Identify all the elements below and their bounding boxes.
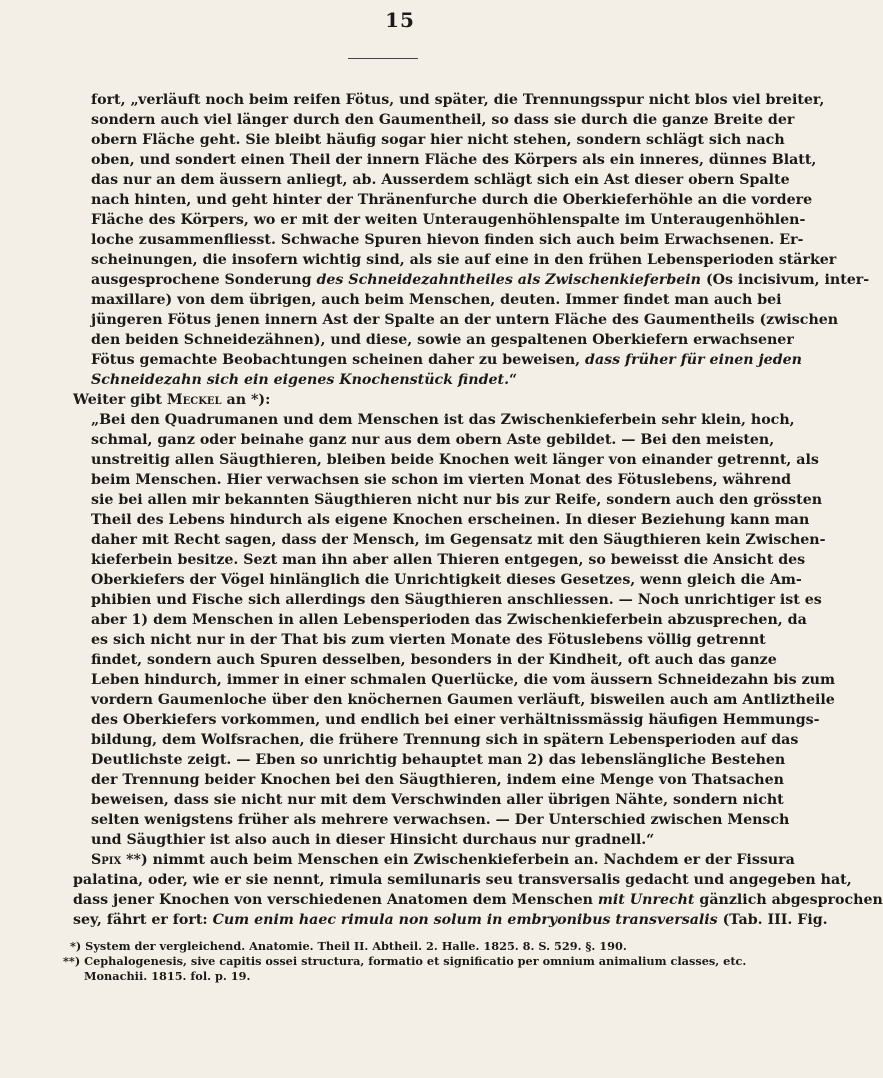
paragraph-2-quote [91, 410, 835, 850]
footnote-1: *) System der vergleichend. Anatomie. Theil II. Abtheil. 2. Halle. 1825. 8. S. 529. §. 190. [70, 939, 627, 953]
text-run: sey, fährt er fort: [73, 912, 213, 928]
text-line: maxillare) von dem übrigen, auch beim Menschen, deuten. Immer findet man auch bei [91, 292, 782, 308]
text-line [73, 850, 795, 870]
text-line: Fläche des Körpers, wo er mit der weiten Unteraugenhöhlenspalte im Unteraugenhöhlen- [91, 212, 806, 228]
author-name: Spix [91, 852, 122, 868]
text-line: sie bei allen mir bekannten Säugthieren nicht nur bis zur Reife, sondern auch den grössten [91, 492, 823, 508]
text-line: das nur an dem äussern anliegt, ab. Ausserdem schlägt sich ein Ast dieser obern Spalte [91, 172, 790, 188]
text-run: Weiter gibt [73, 392, 167, 408]
text-line [73, 910, 828, 930]
text-line: Leben hindurch, immer in einer schmalen Querlücke, die vom äussern Schneidezahn bis zum [91, 672, 835, 688]
italic-phrase: Schneidezahn sich ein eigenes Knochenstück findet. [91, 372, 510, 388]
header-rule [348, 58, 418, 59]
text-line: und Säugthier ist also auch in dieser Hinsicht durchaus nur gradnell.“ [91, 832, 655, 848]
footnotes [58, 939, 747, 984]
text-run: **) nimmt auch beim Menschen ein Zwischenkieferbein an. Nachdem er der Fissura [121, 852, 795, 868]
text-run: (Tab. III. Fig. [717, 912, 828, 928]
text-line: daher mit Recht sagen, dass der Mensch, im Gegensatz mit den Säugthieren kein Zwischen- [91, 532, 826, 548]
text-run: “ [509, 372, 518, 388]
text-run: ausgesprochene Sonderung [91, 272, 317, 288]
text-line [73, 890, 883, 910]
text-line: schmal, ganz oder beinahe ganz nur aus dem obern Aste gebildet. — Bei den meisten, [91, 432, 775, 448]
text-line: beweisen, dass sie nicht nur mit dem Verschwinden aller übrigen Nähte, sondern nicht [91, 792, 784, 808]
text-line: phibien und Fische sich allerdings den Säugthieren anschliessen. — Noch unrichtiger ist es [91, 592, 822, 608]
paragraph-3 [73, 850, 883, 930]
text-run: gänzlich abgesprochen [694, 892, 883, 908]
text-line: oben, und sondert einen Theil der innern Fläche des Körpers als ein inneres, dünnes Blatt, [91, 152, 817, 168]
italic-term: des Schneidezahntheiles als Zwischenkieferbein [316, 272, 701, 288]
text-line: kieferbein besitze. Sezt man ihn aber allen Thieren entgegen, so beweisst die Ansicht des [91, 552, 806, 568]
text-line: unstreitig allen Säugthieren, bleiben beide Knochen weit länger von einander getrennt, als [91, 452, 819, 468]
text-line: selten wenigstens früher als mehrere verwachsen. — Der Unterschied zwischen Mensch [91, 812, 790, 828]
text-line: der Trennung beider Knochen bei den Säugthieren, indem eine Menge von Thatsachen [91, 772, 784, 788]
text-line [91, 370, 717, 390]
text-line: vordern Gaumenloche über den knöchernen Gaumen verläuft, bisweilen auch am Antliztheile [91, 692, 835, 708]
text-line: es sich nicht nur in der That bis zum vierten Monate des Fötuslebens völlig getrennt [91, 632, 766, 648]
text-run: an *): [221, 392, 271, 408]
text-line: Oberkiefers der Vögel hinlänglich die Unrichtigkeit dieses Gesetzes, wenn gleich die Am- [91, 572, 802, 588]
text-line: jüngeren Fötus jenen innern Ast der Spalte an der untern Fläche des Gaumentheils (zwischen [91, 312, 839, 328]
text-line: findet, sondern auch Spuren desselben, besonders in der Kindheit, oft auch das ganze [91, 652, 777, 668]
paragraph-1 [73, 90, 870, 410]
author-name: Meckel [166, 392, 222, 408]
text-line [91, 270, 870, 290]
text-run: Fötus gemachte Beobachtungen scheinen daher zu beweisen, [91, 352, 586, 368]
text-line: Theil des Lebens hindurch als eigene Knochen erscheinen. In dieser Beziehung kann man [91, 512, 810, 528]
text-line: des Oberkiefers vorkommen, und endlich bei einer verhältnissmässig häufigen Hemmungs- [91, 712, 820, 728]
text-line: „Bei den Quadrumanen und dem Menschen ist das Zwischenkieferbein sehr klein, hoch, [91, 412, 795, 428]
text-line: den beiden Schneidezähnen), und diese, sowie an gespaltenen Oberkiefern erwachsener [91, 332, 794, 348]
text-run: dass jener Knochen von verschiedenen Anatomen dem Menschen [73, 892, 598, 908]
text-line: palatina, oder, wie er sie nennt, rimula semilunaris seu transversalis gedacht und angegeben hat, [73, 872, 852, 888]
page-number: 15 [385, 8, 415, 32]
italic-phrase: mit Unrecht [597, 892, 695, 908]
text-line [91, 350, 802, 370]
text-line: aber 1) dem Menschen in allen Lebensperioden das Zwischenkieferbein abzusprechen, da [91, 612, 807, 628]
text-line: loche zusammenfliesst. Schwache Spuren hievon finden sich auch beim Erwachsenen. Er- [91, 232, 804, 248]
text-line: Deutlichste zeigt. — Eben so unrichtig behauptet man 2) das lebenslängliche Bestehen [91, 752, 786, 768]
text-run: (Os incisivum, inter- [701, 272, 870, 288]
text-line: scheinungen, die insofern wichtig sind, als sie auf eine in den frühen Lebensperioden stärker [91, 252, 837, 268]
text-line: fort, „verläuft noch beim reifen Fötus, und später, die Trennungsspur nicht blos viel breiter, [91, 92, 825, 108]
italic-phrase: Cum enim haec rimula non solum in embryonibus transversalis [212, 912, 718, 928]
text-line: obern Fläche geht. Sie bleibt häufig sogar hier nicht stehen, sondern schlägt sich nach [91, 132, 785, 148]
text-line: nach hinten, und geht hinter der Thränenfurche durch die Oberkieferhöhle an die vordere [91, 192, 813, 208]
text-line: beim Menschen. Hier verwachsen sie schon im vierten Monat des Fötuslebens, während [91, 472, 792, 488]
text-line: sondern auch viel länger durch den Gaumentheil, so dass sie durch die ganze Breite der [91, 112, 795, 128]
footnote-2: **) Cephalogenesis, sive capitis ossei structura, formatio et significatio per omnium animalium classes, etc. [63, 954, 747, 968]
italic-phrase: dass früher für einen jeden [585, 352, 802, 368]
text-line: bildung, dem Wolfsrachen, die frühere Trennung sich in spätern Lebensperioden auf das [91, 732, 799, 748]
text-line [73, 390, 717, 410]
footnote-2-cont: Monachii. 1815. fol. p. 19. [84, 969, 251, 983]
